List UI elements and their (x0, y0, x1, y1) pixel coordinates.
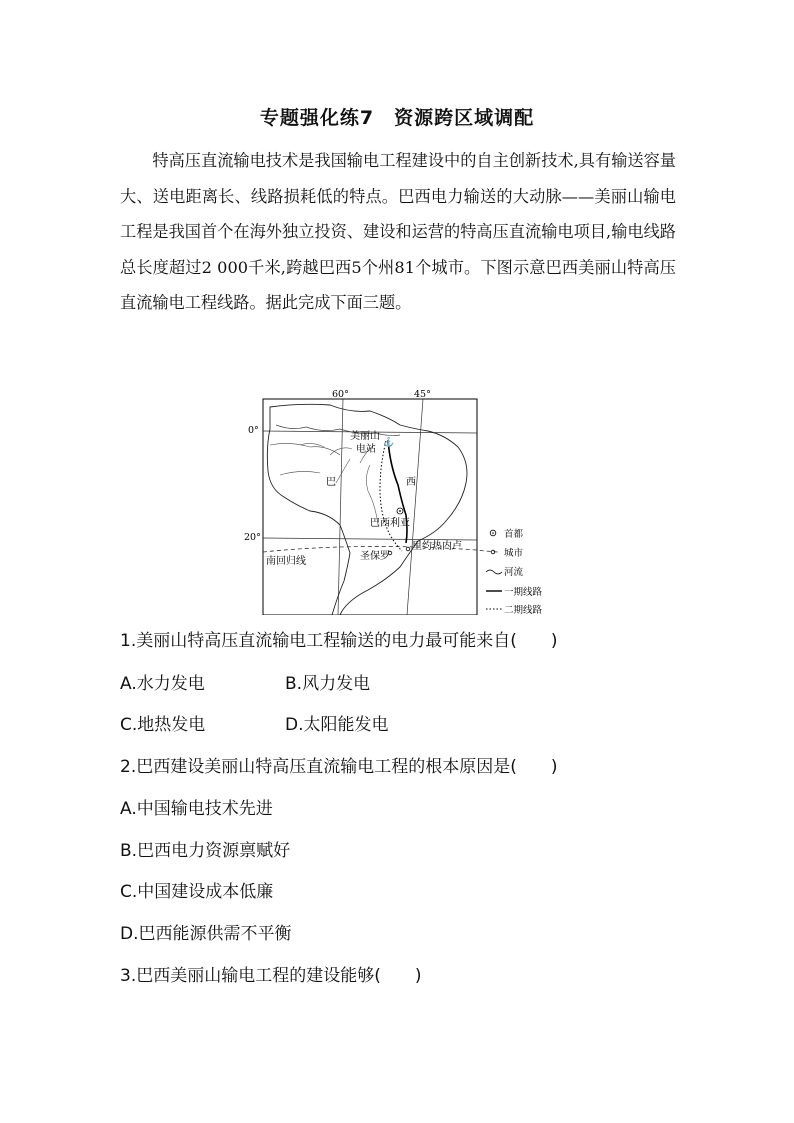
legend-city: 城市 (504, 548, 524, 559)
q2-option-c[interactable]: C.中国建设成本低廉 (120, 882, 274, 902)
q2-option-b[interactable]: B.巴西电力资源禀赋好 (120, 841, 291, 861)
q2-option-a[interactable]: A.中国输电技术先进 (120, 799, 273, 819)
lon-label-45: 45° (414, 389, 431, 400)
q1-option-c[interactable]: C.地热发电 (120, 715, 206, 735)
map-legend (486, 528, 543, 615)
rio-label: 里约热内卢 (412, 541, 462, 552)
lat-label-20: 20° (244, 532, 261, 543)
plant-label-1: 美丽山 (350, 431, 380, 442)
q2-option-d[interactable]: D.巴西能源供需不平衡 (120, 924, 292, 944)
legend-river: 河流 (504, 567, 524, 578)
legend-capital: 首都 (504, 529, 524, 540)
country-label-left: 巴 (326, 477, 336, 488)
saopaulo-label: 圣保罗 (360, 551, 390, 562)
passage-text: 特高压直流输电技术是我国输电工程建设中的自主创新技术,具有输送容量大、送电距离长、线路损耗低的特点。巴西电力输送的大动脉——美丽山输电工程是我国首个在海外独立投资、建设和运营的特高压直流输电项目,输电线路总长度超过2 000千米,跨越巴西5个州81个城市。下图示意巴西美丽山特高压直流输电工程线路。据此完成下面三题。 (120, 151, 676, 312)
question-3: 3.巴西美丽山输电工程的建设能够( ) (120, 966, 422, 986)
legend-phase1: 一期线路 (504, 587, 543, 598)
plant-label-2: 电站 (356, 444, 376, 455)
q1-option-d[interactable]: D.太阳能发电 (285, 715, 389, 735)
lon-label-60: 60° (332, 389, 349, 400)
q1-option-a[interactable]: A.水力发电 (120, 674, 205, 694)
legend-phase2: 二期线路 (504, 605, 543, 615)
tropic-label: 南回归线 (266, 556, 306, 567)
capital-label: 巴西利亚 (370, 518, 410, 529)
question-1: 1.美丽山特高压直流输电工程输送的电力最可能来自( ) (120, 631, 558, 651)
legend-river-icon (486, 570, 502, 574)
power-plant-icon: ⚓ (383, 438, 395, 448)
q1-option-b[interactable]: B.风力发电 (285, 674, 371, 694)
page-title: 专题强化练7 资源跨区域调配 (259, 107, 535, 129)
country-label-right: 西 (406, 477, 416, 488)
lat-label-0: 0° (248, 425, 259, 436)
question-2: 2.巴西建设美丽山特高压直流输电工程的根本原因是( ) (120, 757, 558, 777)
brazil-transmission-map (240, 385, 560, 615)
